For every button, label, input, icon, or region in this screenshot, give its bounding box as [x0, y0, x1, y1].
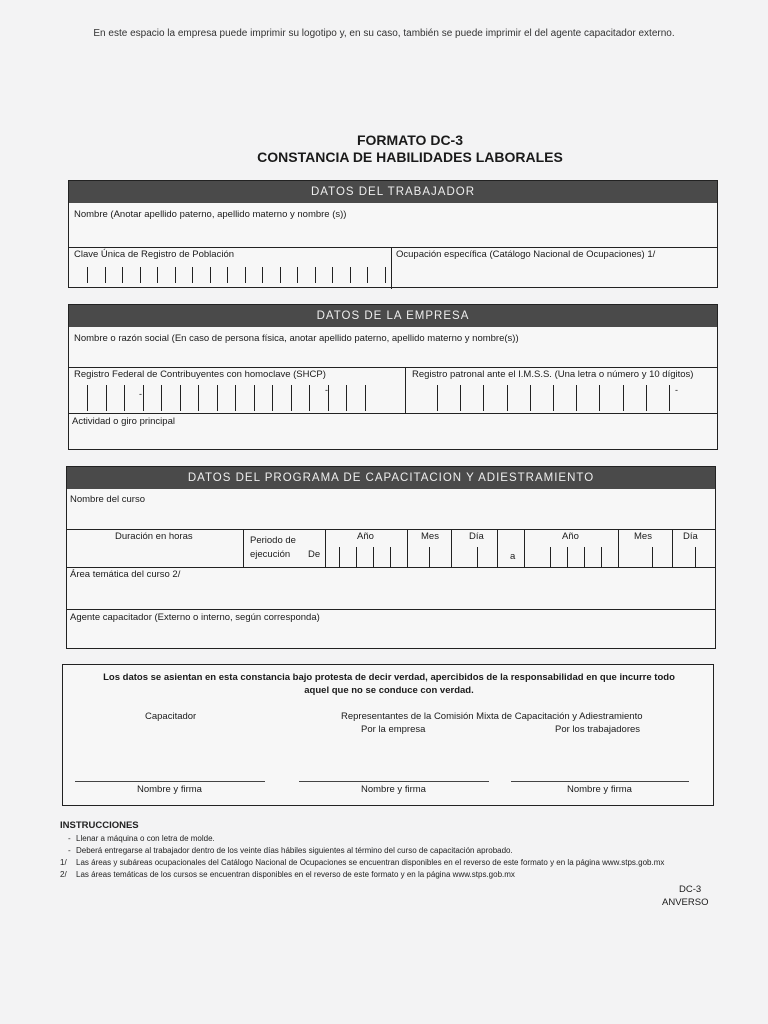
footnote-2-marker: 2/: [60, 870, 67, 879]
workers-signature-line[interactable]: [511, 781, 689, 782]
course-area-field[interactable]: Área temática del curso 2/: [70, 569, 181, 580]
start-month-label: Mes: [421, 531, 439, 542]
box-divider: [356, 547, 357, 567]
company-section: [68, 304, 718, 450]
box-divider: [161, 385, 162, 411]
box-divider: [143, 385, 144, 411]
box-divider: [105, 267, 106, 283]
worker-section-header: DATOS DEL TRABAJADOR: [69, 181, 717, 203]
box-divider: [483, 385, 484, 411]
course-name-field[interactable]: Nombre del curso: [70, 494, 145, 505]
end-day-label: Día: [683, 531, 698, 542]
footnote-2: Las áreas temáticas de los cursos se encuentran disponibles en el reverso de este formato y en la página www.stps.gob.mx: [76, 870, 515, 879]
end-month-label: Mes: [634, 531, 652, 542]
box-divider: [695, 547, 696, 567]
duration-field[interactable]: Duración en horas: [115, 531, 193, 542]
occupation-field[interactable]: Ocupación específica (Catálogo Nacional de Ocupaciones) 1/: [396, 249, 656, 260]
footnote-1-marker: 1/: [60, 858, 67, 867]
box-divider: [553, 385, 554, 411]
box-divider: [576, 385, 577, 411]
activity-field[interactable]: Actividad o giro principal: [72, 416, 175, 427]
worker-section: [68, 180, 718, 288]
box-divider: [245, 267, 246, 283]
box-divider: [227, 267, 228, 283]
box-divider: [373, 547, 374, 567]
rfc-dash-1: -: [139, 389, 142, 399]
trainer-name-signature: Nombre y firma: [137, 784, 202, 795]
box-divider: [365, 385, 366, 411]
box-divider: [390, 547, 391, 567]
box-divider: [601, 547, 602, 567]
box-divider: [669, 385, 670, 411]
instructions-title: INSTRUCCIONES: [60, 820, 139, 831]
declaration-line-1: Los datos se asientan en esta constancia bajo protesta de decir verdad, apercibidos de la responsabilidad en que incurre todo: [103, 672, 675, 683]
imss-dash: -: [675, 385, 678, 395]
box-divider: [297, 267, 298, 283]
company-signature-line[interactable]: [299, 781, 489, 782]
period-label-1: Periodo de: [250, 535, 296, 546]
box-divider: [87, 385, 88, 411]
box-divider: [122, 267, 123, 283]
box-divider: [385, 267, 386, 283]
box-divider: [140, 267, 141, 283]
box-divider: [198, 385, 199, 411]
box-divider: [567, 547, 568, 567]
box-divider: [599, 385, 600, 411]
box-divider: [339, 547, 340, 567]
declaration-line-2: aquel que no se conduce con verdad.: [304, 685, 474, 696]
box-divider: [291, 385, 292, 411]
start-day-label: Día: [469, 531, 484, 542]
box-divider: [350, 267, 351, 283]
curp-label: Clave Única de Registro de Población: [74, 249, 235, 260]
box-divider: [367, 267, 368, 283]
box-divider: [530, 385, 531, 411]
box-divider: [507, 385, 508, 411]
to-label: a: [510, 551, 516, 562]
box-divider: [157, 267, 158, 283]
box-divider: [437, 385, 438, 411]
trainer-agent-field[interactable]: Agente capacitador (Externo o interno, según corresponda): [70, 612, 320, 623]
footer-side-label: ANVERSO: [662, 897, 709, 908]
company-rep-label: Por la empresa: [361, 724, 426, 735]
company-name-field[interactable]: Nombre o razón social (En caso de persona física, anotar apellido paterno, apellido materno y nombre(s)): [74, 333, 519, 344]
box-divider: [175, 267, 176, 283]
footnote-1: Las áreas y subáreas ocupacionales del Catálogo Nacional de Ocupaciones se encuentran disponibles en el reverso de este formato y en la página www.stps.gob.mx: [76, 858, 665, 867]
box-divider: [309, 385, 310, 411]
period-label-2: ejecución: [250, 549, 291, 560]
company-section-header: DATOS DE LA EMPRESA: [69, 305, 717, 327]
box-divider: [652, 547, 653, 567]
box-divider: [210, 267, 211, 283]
box-divider: [646, 385, 647, 411]
box-divider: [87, 267, 88, 283]
box-divider: [217, 385, 218, 411]
rfc-label: Registro Federal de Contribuyentes con homoclave (SHCP): [74, 369, 326, 380]
end-year-label: Año: [562, 531, 579, 542]
box-divider: [280, 267, 281, 283]
box-divider: [477, 547, 478, 567]
workers-rep-label: Por los trabajadores: [555, 724, 641, 735]
workers-name-signature: Nombre y firma: [567, 784, 632, 795]
box-divider: [429, 547, 430, 567]
imss-label: Registro patronal ante el I.M.S.S. (Una letra o número y 10 dígitos): [412, 369, 694, 380]
from-label: De: [308, 549, 321, 560]
box-divider: [332, 267, 333, 283]
form-main-title: CONSTANCIA DE HABILIDADES LABORALES: [257, 149, 563, 165]
box-divider: [315, 267, 316, 283]
instruction-bullet-1: -: [68, 834, 71, 843]
box-divider: [346, 385, 347, 411]
box-divider: [584, 547, 585, 567]
commission-label: Representantes de la Comisión Mixta de Capacitación y Adiestramiento: [341, 711, 643, 722]
box-divider: [192, 267, 193, 283]
logo-space-note: En este espacio la empresa puede imprimir su logotipo y, en su caso, también se puede imprimir el del agente capacitador externo.: [93, 28, 675, 39]
box-divider: [235, 385, 236, 411]
trainer-label: Capacitador: [145, 711, 197, 722]
worker-name-field[interactable]: Nombre (Anotar apellido paterno, apellido materno y nombre (s)): [74, 209, 347, 220]
signature-section: [62, 664, 714, 806]
instruction-2: Deberá entregarse al trabajador dentro de los veinte días hábiles siguientes al término del curso de capacitación aprobado.: [76, 846, 513, 855]
trainer-signature-line[interactable]: [75, 781, 265, 782]
rfc-dash-2: -: [325, 385, 328, 395]
program-section-header: DATOS DEL PROGRAMA DE CAPACITACION Y ADIESTRAMIENTO: [67, 467, 715, 489]
form-code-title: FORMATO DC-3: [356, 132, 464, 148]
box-divider: [272, 385, 273, 411]
instruction-bullet-2: -: [68, 846, 71, 855]
start-year-label: Año: [357, 531, 374, 542]
box-divider: [106, 385, 107, 411]
company-name-signature: Nombre y firma: [361, 784, 426, 795]
box-divider: [550, 547, 551, 567]
box-divider: [180, 385, 181, 411]
box-divider: [254, 385, 255, 411]
box-divider: [623, 385, 624, 411]
instruction-1: Llenar a máquina o con letra de molde.: [76, 834, 215, 843]
box-divider: [124, 385, 125, 411]
box-divider: [262, 267, 263, 283]
box-divider: [460, 385, 461, 411]
footer-form-code: DC-3: [679, 884, 702, 895]
program-section: [66, 466, 716, 649]
